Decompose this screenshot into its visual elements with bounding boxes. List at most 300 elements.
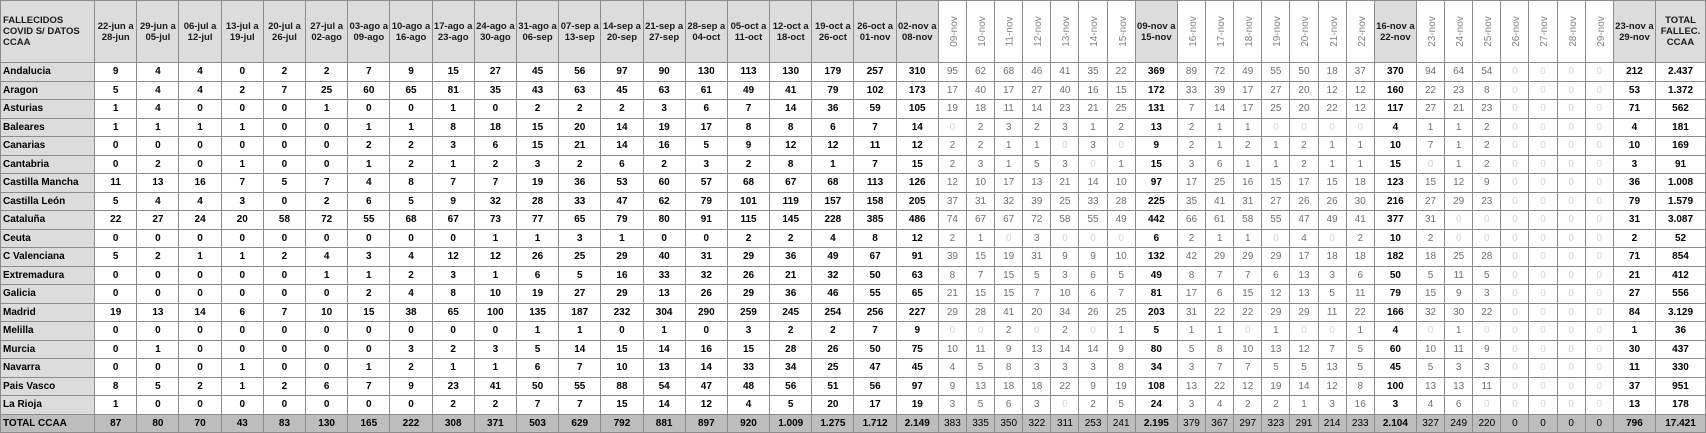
cell-week: 14 <box>179 303 221 322</box>
cell-day: 13 <box>966 377 994 396</box>
day-header-label: 21-nov <box>1328 16 1340 47</box>
cell-day: 383 <box>938 414 966 433</box>
cell-week: 71 <box>1613 100 1655 119</box>
cell-day: 32 <box>1416 303 1444 322</box>
table-row <box>1 248 1706 267</box>
cell-day: 22 <box>1346 303 1374 322</box>
cell-day: 7 <box>1206 266 1234 285</box>
cell-day: 13 <box>1290 266 1318 285</box>
cell-day: 1 <box>995 155 1023 174</box>
cell-day: 0 <box>1501 285 1529 304</box>
cell-day: 72 <box>1023 211 1051 230</box>
column-header-week: 12-oct a 18-oct <box>770 1 812 63</box>
cell-week: 19 <box>643 118 685 137</box>
cell-day: 22 <box>1473 303 1501 322</box>
cell-day: 5 <box>1177 340 1205 359</box>
cell-week: 369 <box>1135 63 1177 82</box>
cell-day: 12 <box>1445 174 1473 193</box>
cell-day: 0 <box>1585 229 1613 248</box>
cell-week: 1 <box>643 322 685 341</box>
cell-week: 57 <box>685 174 727 193</box>
cell-week: 0 <box>306 322 348 341</box>
cell-week: 0 <box>263 340 305 359</box>
cell-week: 145 <box>770 211 812 230</box>
cell-week: 0 <box>306 340 348 359</box>
cell-week: 3 <box>432 266 474 285</box>
day-header-label: 19-nov <box>1272 16 1284 47</box>
cell-week: 49 <box>1135 266 1177 285</box>
cell-week: 1 <box>432 359 474 378</box>
cell-week: 1 <box>559 322 601 341</box>
cell-week: 101 <box>727 192 769 211</box>
cell-day: 39 <box>1023 192 1051 211</box>
cell-day: 5 <box>1346 340 1374 359</box>
cell-day: 2 <box>1290 137 1318 156</box>
cell-week: 2 <box>263 377 305 396</box>
cell-week: 108 <box>1135 377 1177 396</box>
cell-week: 7 <box>854 155 896 174</box>
cell-week: 20 <box>221 211 263 230</box>
cell-week: 126 <box>896 174 938 193</box>
region-name: Melilla <box>1 322 95 341</box>
cell-total: 36 <box>1656 322 1706 341</box>
table-row <box>1 211 1706 230</box>
cell-week: 7 <box>348 377 390 396</box>
cell-week: 6 <box>306 377 348 396</box>
cell-week: 32 <box>474 192 516 211</box>
cell-day: 29 <box>1445 192 1473 211</box>
cell-week: 91 <box>685 211 727 230</box>
cell-week: 2 <box>643 155 685 174</box>
cell-day: 17 <box>995 174 1023 193</box>
cell-day: 0 <box>1529 211 1557 230</box>
cell-week: 7 <box>306 174 348 193</box>
table-row <box>1 359 1706 378</box>
cell-day: 253 <box>1079 414 1107 433</box>
column-header-day <box>1107 1 1135 63</box>
cell-week: 0 <box>263 192 305 211</box>
cell-week: 56 <box>559 63 601 82</box>
cell-day: 15 <box>995 266 1023 285</box>
cell-week: 0 <box>474 100 516 119</box>
cell-day: 55 <box>1079 211 1107 230</box>
region-name: Navarra <box>1 359 95 378</box>
cell-day: 0 <box>1262 229 1290 248</box>
cell-week: 79 <box>685 192 727 211</box>
cell-day: 14 <box>1290 377 1318 396</box>
cell-week: 5 <box>95 192 137 211</box>
cell-day: 2 <box>1262 396 1290 415</box>
cell-week: 7 <box>559 396 601 415</box>
cell-week: 9 <box>390 63 432 82</box>
cell-week: 46 <box>812 285 854 304</box>
cell-day: 11 <box>966 340 994 359</box>
cell-week: 1 <box>432 155 474 174</box>
cell-day: 3 <box>995 118 1023 137</box>
cell-day: 9 <box>1473 340 1501 359</box>
cell-week: 32 <box>685 266 727 285</box>
cell-week: 881 <box>643 414 685 433</box>
cell-week: 33 <box>643 266 685 285</box>
cell-day: 6 <box>1206 285 1234 304</box>
cell-day: 9 <box>1079 248 1107 267</box>
cell-total: 3.129 <box>1656 303 1706 322</box>
cell-week: 1 <box>474 359 516 378</box>
region-name: La Rioja <box>1 396 95 415</box>
cell-day: 0 <box>1585 192 1613 211</box>
cell-week: 187 <box>559 303 601 322</box>
cell-week: 2 <box>559 100 601 119</box>
cell-day: 0 <box>1473 322 1501 341</box>
cell-week: 6 <box>685 100 727 119</box>
cell-day: 12 <box>1346 81 1374 100</box>
column-header-total: TOTAL FALLEC. CCAA <box>1656 1 1706 63</box>
cell-week: 257 <box>854 63 896 82</box>
cell-week: 0 <box>390 229 432 248</box>
cell-week: 75 <box>896 340 938 359</box>
cell-day: 7 <box>1416 137 1444 156</box>
cell-day: 3 <box>1023 396 1051 415</box>
cell-day: 5 <box>1023 155 1051 174</box>
cell-day: 0 <box>1557 229 1585 248</box>
cell-day: 3 <box>1023 359 1051 378</box>
cell-day: 0 <box>1529 377 1557 396</box>
cell-day: 25 <box>1445 248 1473 267</box>
cell-week: 0 <box>95 322 137 341</box>
cell-day: 15 <box>966 285 994 304</box>
cell-week: 0 <box>179 340 221 359</box>
cell-week: 53 <box>1613 81 1655 100</box>
cell-day: 0 <box>1529 229 1557 248</box>
cell-week: 6 <box>1135 229 1177 248</box>
cell-week: 1 <box>1613 322 1655 341</box>
cell-week: 2 <box>137 155 179 174</box>
cell-day: 33 <box>1079 192 1107 211</box>
cell-week: 2 <box>770 322 812 341</box>
cell-day: 0 <box>1262 118 1290 137</box>
cell-day: 14 <box>1206 100 1234 119</box>
cell-week: 5 <box>770 396 812 415</box>
cell-day: 2 <box>1051 322 1079 341</box>
cell-week: 12 <box>896 137 938 156</box>
cell-week: 5 <box>516 340 558 359</box>
cell-week: 80 <box>1135 340 1177 359</box>
cell-week: 43 <box>516 81 558 100</box>
cell-week: 15 <box>432 63 474 82</box>
cell-week: 0 <box>179 155 221 174</box>
cell-day: 10 <box>938 340 966 359</box>
cell-day: 0 <box>1529 396 1557 415</box>
cell-week: 1.712 <box>854 414 896 433</box>
cell-week: 503 <box>516 414 558 433</box>
cell-week: 3 <box>559 229 601 248</box>
region-name: Aragon <box>1 81 95 100</box>
column-header-day <box>1051 1 1079 63</box>
cell-week: 68 <box>727 174 769 193</box>
day-header-label: 26-nov <box>1511 16 1523 47</box>
cell-day: 18 <box>1318 248 1346 267</box>
cell-day: 0 <box>1585 118 1613 137</box>
cell-week: 47 <box>601 192 643 211</box>
cell-week: 4 <box>1374 322 1416 341</box>
cell-day: 2 <box>1177 229 1205 248</box>
column-header-week: 29-jun a 05-jul <box>137 1 179 63</box>
cell-day: 16 <box>1079 81 1107 100</box>
cell-week: 2 <box>390 155 432 174</box>
cell-day: 0 <box>1318 229 1346 248</box>
cell-week: 20 <box>812 396 854 415</box>
cell-week: 7 <box>263 303 305 322</box>
cell-day: 7 <box>966 266 994 285</box>
cell-week: 1.009 <box>770 414 812 433</box>
cell-week: 13 <box>643 285 685 304</box>
day-header-label: 13-nov <box>1061 16 1073 47</box>
cell-day: 1 <box>1107 155 1135 174</box>
cell-week: 123 <box>1374 174 1416 193</box>
cell-week: 4 <box>390 248 432 267</box>
cell-day: 0 <box>1501 63 1529 82</box>
cell-week: 48 <box>727 377 769 396</box>
cell-week: 8 <box>390 174 432 193</box>
cell-week: 117 <box>1374 100 1416 119</box>
table-row <box>1 118 1706 137</box>
cell-day: 0 <box>1557 192 1585 211</box>
column-header-day <box>1023 1 1051 63</box>
cell-day: 12 <box>1234 377 1262 396</box>
cell-week: 222 <box>390 414 432 433</box>
cell-week: 17 <box>854 396 896 415</box>
column-header-week: 02-nov a 08-nov <box>896 1 938 63</box>
cell-day: 28 <box>966 303 994 322</box>
cell-day: 0 <box>1585 359 1613 378</box>
cell-week: 36 <box>812 100 854 119</box>
cell-week: 3 <box>348 248 390 267</box>
cell-day: 23 <box>1473 100 1501 119</box>
cell-day: 8 <box>1177 266 1205 285</box>
cell-day: 0 <box>1501 211 1529 230</box>
cell-week: 0 <box>179 322 221 341</box>
cell-week: 0 <box>95 340 137 359</box>
column-header-week: 06-jul a 12-jul <box>179 1 221 63</box>
cell-week: 65 <box>390 81 432 100</box>
cell-day: 14 <box>1079 174 1107 193</box>
cell-week: 55 <box>854 285 896 304</box>
cell-day: 0 <box>1557 174 1585 193</box>
cell-week: 26 <box>685 285 727 304</box>
cell-week: 68 <box>812 174 854 193</box>
cell-day: 0 <box>1557 359 1585 378</box>
cell-week: 0 <box>221 266 263 285</box>
corner-header: FALLECIDOS COVID S/ DATOS CCAA <box>1 1 95 63</box>
cell-week: 37 <box>1613 377 1655 396</box>
cell-day: 0 <box>966 322 994 341</box>
cell-day: 5 <box>1318 285 1346 304</box>
cell-total: 169 <box>1656 137 1706 156</box>
cell-week: 442 <box>1135 211 1177 230</box>
cell-week: 10 <box>1374 229 1416 248</box>
cell-week: 50 <box>854 266 896 285</box>
cell-week: 60 <box>348 81 390 100</box>
cell-week: 0 <box>685 229 727 248</box>
cell-week: 4 <box>1374 118 1416 137</box>
cell-day: 0 <box>1585 303 1613 322</box>
cell-week: 0 <box>263 118 305 137</box>
cell-week: 24 <box>1135 396 1177 415</box>
cell-week: 0 <box>137 322 179 341</box>
cell-day: 2 <box>966 118 994 137</box>
cell-week: 19 <box>516 174 558 193</box>
cell-week: 11 <box>854 137 896 156</box>
cell-day: 31 <box>1234 192 1262 211</box>
cell-total: 17.421 <box>1656 414 1706 433</box>
cell-day: 241 <box>1107 414 1135 433</box>
cell-week: 19 <box>516 285 558 304</box>
cell-day: 1 <box>1023 137 1051 156</box>
cell-week: 165 <box>348 414 390 433</box>
cell-day: 0 <box>1501 100 1529 119</box>
cell-day: 15 <box>1262 174 1290 193</box>
cell-day: 9 <box>1107 340 1135 359</box>
cell-day: 2 <box>1473 155 1501 174</box>
cell-week: 1 <box>348 359 390 378</box>
cell-day: 0 <box>1107 137 1135 156</box>
cell-week: 33 <box>559 192 601 211</box>
cell-day: 16 <box>1346 396 1374 415</box>
header-row <box>1 1 1706 63</box>
cell-day: 11 <box>1445 266 1473 285</box>
cell-day: 3 <box>938 396 966 415</box>
cell-day: 22 <box>1416 81 1444 100</box>
cell-day: 18 <box>995 377 1023 396</box>
cell-week: 25 <box>559 248 601 267</box>
cell-week: 119 <box>770 192 812 211</box>
table-row <box>1 303 1706 322</box>
cell-week: 0 <box>306 137 348 156</box>
cell-week: 4 <box>179 63 221 82</box>
cell-week: 88 <box>601 377 643 396</box>
cell-week: 0 <box>263 100 305 119</box>
cell-day: 95 <box>938 63 966 82</box>
cell-day: 0 <box>938 322 966 341</box>
cell-week: 2 <box>432 396 474 415</box>
cell-day: 1 <box>1416 118 1444 137</box>
cell-week: 385 <box>854 211 896 230</box>
cell-week: 15 <box>516 137 558 156</box>
cell-day: 13 <box>1023 340 1051 359</box>
cell-week: 8 <box>432 118 474 137</box>
cell-week: 0 <box>179 266 221 285</box>
cell-day: 0 <box>1529 174 1557 193</box>
cell-week: 13 <box>643 359 685 378</box>
cell-week: 45 <box>516 63 558 82</box>
cell-week: 0 <box>179 137 221 156</box>
cell-week: 6 <box>601 155 643 174</box>
cell-day: 0 <box>1529 359 1557 378</box>
cell-day: 0 <box>1557 322 1585 341</box>
cell-week: 24 <box>179 211 221 230</box>
cell-week: 7 <box>516 396 558 415</box>
cell-week: 15 <box>896 155 938 174</box>
region-name: Cantabria <box>1 155 95 174</box>
cell-day: 27 <box>1262 81 1290 100</box>
cell-day: 42 <box>1177 248 1205 267</box>
cell-day: 0 <box>1529 266 1557 285</box>
cell-day: 3 <box>1051 118 1079 137</box>
cell-week: 1 <box>516 229 558 248</box>
cell-week: 11 <box>1613 359 1655 378</box>
cell-week: 2 <box>727 229 769 248</box>
cell-day: 1 <box>1346 155 1374 174</box>
cell-day: 0 <box>1023 322 1051 341</box>
total-row <box>1 414 1706 433</box>
cell-week: 3 <box>1374 396 1416 415</box>
cell-week: 2 <box>559 155 601 174</box>
cell-day: 7 <box>1023 285 1051 304</box>
cell-week: 0 <box>221 396 263 415</box>
cell-day: 15 <box>1416 285 1444 304</box>
cell-week: 10 <box>1374 137 1416 156</box>
cell-week: 113 <box>727 63 769 82</box>
cell-week: 132 <box>1135 248 1177 267</box>
cell-day: 3 <box>1318 266 1346 285</box>
cell-total: 91 <box>1656 155 1706 174</box>
cell-day: 4 <box>1416 396 1444 415</box>
table-row <box>1 155 1706 174</box>
cell-day: 7 <box>1234 266 1262 285</box>
cell-week: 10 <box>1613 137 1655 156</box>
cell-week: 0 <box>95 359 137 378</box>
cell-week: 36 <box>1613 174 1655 193</box>
cell-day: 1 <box>1445 118 1473 137</box>
cell-week: 15 <box>1374 155 1416 174</box>
cell-day: 0 <box>1529 192 1557 211</box>
cell-day: 1 <box>1262 137 1290 156</box>
cell-week: 7 <box>221 174 263 193</box>
cell-week: 0 <box>306 229 348 248</box>
cell-week: 920 <box>727 414 769 433</box>
cell-day: 291 <box>1290 414 1318 433</box>
region-name: Pais Vasco <box>1 377 95 396</box>
cell-day: 0 <box>1529 118 1557 137</box>
cell-week: 65 <box>432 303 474 322</box>
cell-week: 486 <box>896 211 938 230</box>
cell-week: 102 <box>854 81 896 100</box>
cell-week: 2 <box>348 137 390 156</box>
cell-week: 17 <box>685 118 727 137</box>
cell-total: 3.087 <box>1656 211 1706 230</box>
cell-week: 131 <box>1135 100 1177 119</box>
cell-week: 0 <box>306 396 348 415</box>
cell-week: 2 <box>1613 229 1655 248</box>
cell-day: 49 <box>1318 211 1346 230</box>
cell-week: 0 <box>263 137 305 156</box>
cell-day: 297 <box>1234 414 1262 433</box>
region-name: Andalucia <box>1 63 95 82</box>
cell-day: 5 <box>1473 266 1501 285</box>
cell-day: 350 <box>995 414 1023 433</box>
day-header-label: 24-nov <box>1454 16 1466 47</box>
cell-day: 29 <box>1262 248 1290 267</box>
cell-week: 25 <box>306 81 348 100</box>
cell-week: 1 <box>95 118 137 137</box>
cell-day: 18 <box>966 100 994 119</box>
day-header-label: 15-nov <box>1117 16 1129 47</box>
cell-week: 212 <box>1613 63 1655 82</box>
cell-day: 58 <box>1234 211 1262 230</box>
column-header-day <box>1529 1 1557 63</box>
cell-week: 6 <box>516 266 558 285</box>
cell-day: 0 <box>1501 174 1529 193</box>
